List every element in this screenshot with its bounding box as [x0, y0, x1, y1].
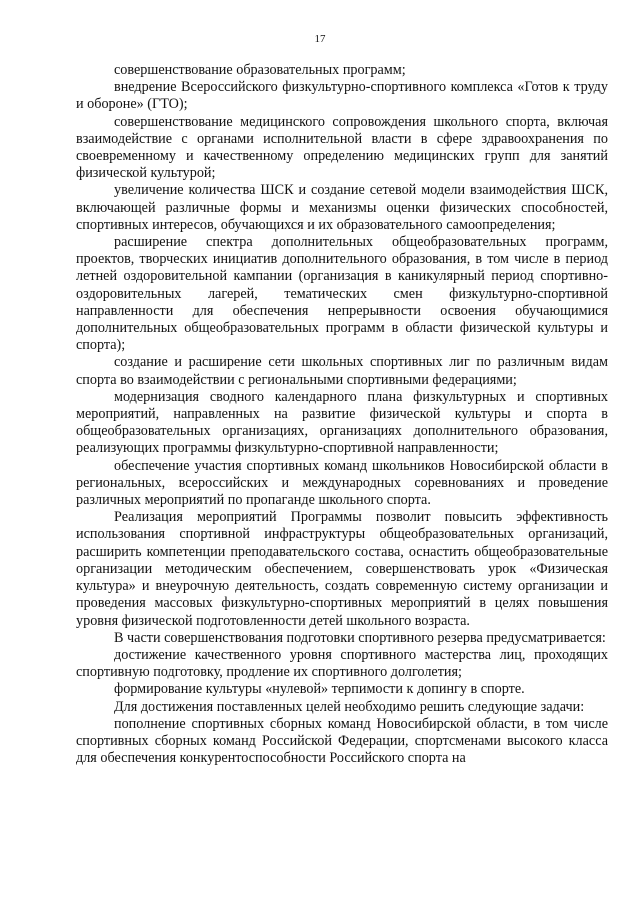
paragraph-sports-reserve: В части совершенствования подготовки спортивного резерва предусматривается: — [114, 629, 606, 646]
paragraph-additional-programs: расширение спектра дополнительных общеобразовательных программ, проектов, творческих инициатив дополнительного образования, в том числе в период летней оздоровительной кампании (организация в каникулярный период спортивно-оздоровительных лагерей, тематических смен физкультурно-спортивной направленности для обеспечения непрерывности освоения обучающимися дополнительных общеобразовательных программ в области физической культуры и спорта); — [76, 234, 608, 354]
paragraph-school-sports-clubs: увеличение количества ШСК и создание сетевой модели взаимодействия ШСК, включающей различные формы и механизмы оценки физических способностей, спортивных интересов, обучающихся и их образовательного самоопределения; — [76, 182, 608, 233]
page-number: 17 — [314, 33, 326, 45]
document-body — [76, 62, 608, 767]
paragraph-program-implementation: Реализация мероприятий Программы позволит повысить эффективность использования спортивной инфраструктуры общеобразовательных организаций, расширить компетенции преподавательского состава, оснастить общеобразовательные организации методическим обеспечением, совершенствовать урок «Физическая культура» и внеурочную деятельность, создать современную систему организации и проведения массовых физкультурно-спортивных мероприятий в целях повышения уровня физической подготовленности детей школьного возраста. — [76, 509, 608, 629]
paragraph-medical-support: совершенствование медицинского сопровождения школьного спорта, включая взаимодействие с органами исполнительной власти в сфере здравоохранения по своевременному и качественному определению медицинских групп для занятий физической культурой; — [76, 113, 608, 182]
paragraph-sports-mastery: достижение качественного уровня спортивного мастерства лиц, проходящих спортивную подготовку, продление их спортивного долголетия; — [76, 646, 608, 681]
paragraph-calendar-plan: модернизация сводного календарного плана физкультурных и спортивных мероприятий, направленных на развитие физической культуры и спорта в общеобразовательных организациях, организациях дополнительного образования, реализующих программы физкультурно-спортивной направленности; — [76, 388, 608, 457]
paragraph-school-leagues: создание и расширение сети школьных спортивных лиг по различным видам спорта во взаимодействии с региональными спортивными федерациями; — [76, 354, 608, 388]
paragraph-competitions: обеспечение участия спортивных команд школьников Новосибирской области в региональных, всероссийских и международных соревнованиях и проведение различных мероприятий по пропаганде школьного спорта. — [76, 457, 608, 509]
paragraph-gto: внедрение Всероссийского физкультурно-спортивного комплекса «Готов к труду и обороне» (ГТО); — [76, 79, 608, 113]
paragraph-tasks-intro: Для достижения поставленных целей необходимо решить следующие задачи: — [114, 698, 585, 715]
paragraph-national-teams: пополнение спортивных сборных команд Новосибирской области, в том числе спортивных сборных команд Российской Федерации, спортсменами высокого класса для обеспечения конкурентоспособности Российского спорта на — [76, 715, 608, 767]
paragraph-curriculum: совершенствование образовательных программ; — [114, 62, 406, 78]
paragraph-anti-doping: формирование культуры «нулевой» терпимости к допингу в спорте. — [114, 681, 525, 698]
